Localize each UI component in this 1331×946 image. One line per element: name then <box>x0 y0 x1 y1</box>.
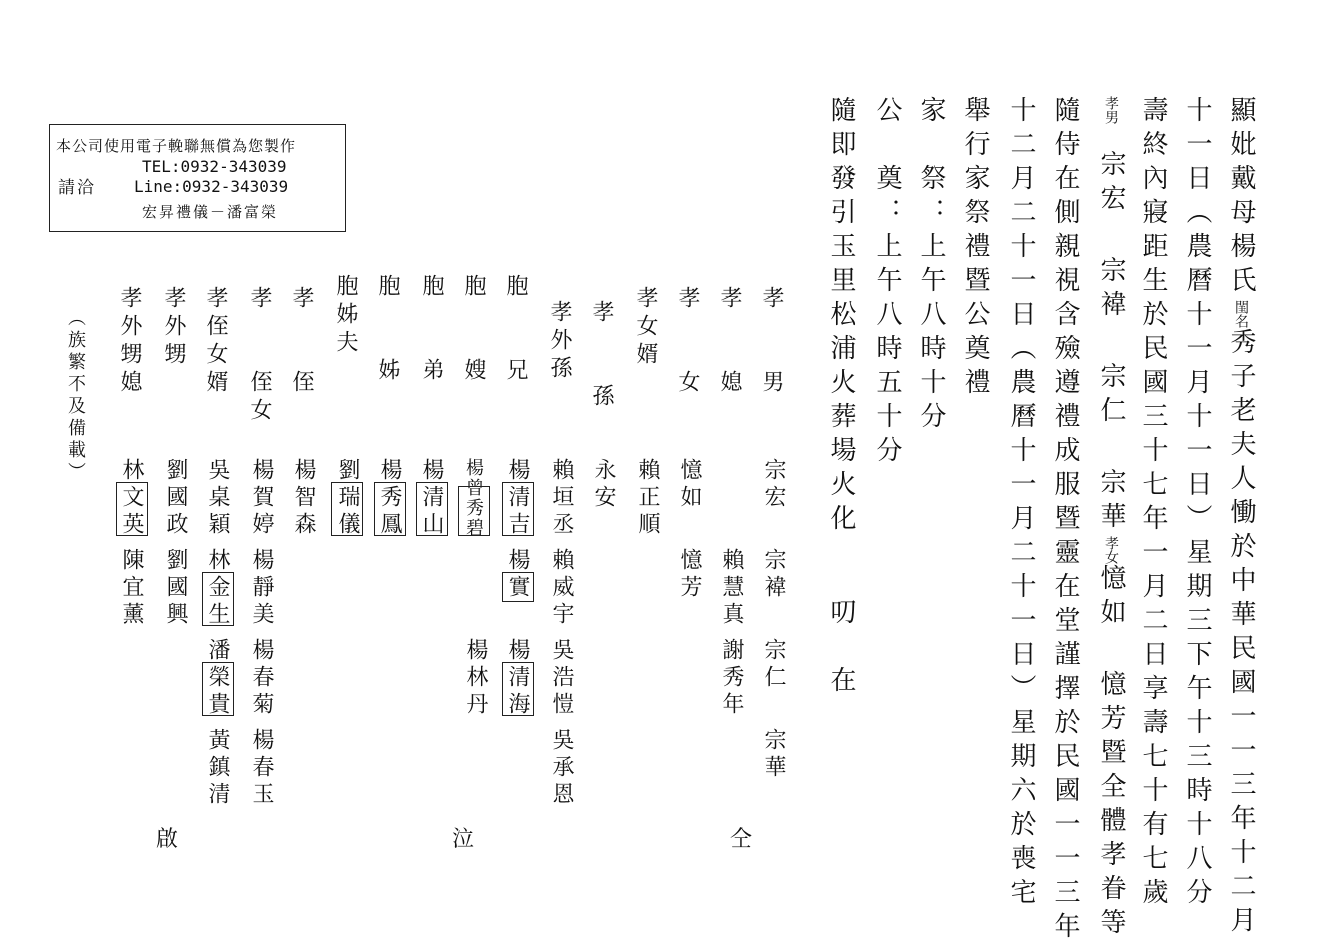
deceased-name-frame <box>202 572 234 626</box>
family-name: 楊賀婷 <box>249 458 274 539</box>
notice-line-4-note-daughter: 孝女 <box>1103 536 1119 564</box>
family-name: 楊曾秀碧 <box>463 458 484 538</box>
ad-inquiry-label: 請洽 <box>58 178 96 198</box>
closing-announce: 啟 <box>156 827 179 852</box>
family-name: 林文英 <box>119 458 144 539</box>
ad-line-id: Line:0932-343039 <box>134 177 289 196</box>
family-name: 楊春玉 <box>249 728 274 809</box>
family-title-elder-brother: 胞 兄 <box>503 274 528 386</box>
family-name: 林金生 <box>205 548 230 629</box>
family-title-daughters: 孝 女 <box>675 286 700 398</box>
notice-line-4-tail: 憶如 憶芳暨全體孝眷等 <box>1096 564 1126 942</box>
family-name: 楊清海 <box>505 638 530 719</box>
deceased-name-frame <box>331 482 363 536</box>
ad-headline: 本公司使用電子輓聯無償為您製作 <box>56 137 297 155</box>
family-note: （族繁不及備載） <box>65 308 86 484</box>
notice-line-1 <box>1228 96 1254 940</box>
family-title-niece: 孝 侄女 <box>247 286 272 426</box>
family-name: 劉瑞儀 <box>335 458 360 539</box>
family-name: 楊智森 <box>291 458 316 539</box>
deceased-name-frame <box>116 482 148 536</box>
notice-line-2: 十一日（農曆十一月十一日）星期三下午十三時十八分 <box>1182 96 1212 912</box>
notice-line-9: 公 奠：上午八時五十分 <box>872 96 902 470</box>
deceased-name-frame <box>374 482 406 536</box>
deceased-name-frame <box>502 572 534 602</box>
deceased-name-frame <box>502 662 534 716</box>
family-name: 賴正順 <box>635 458 660 539</box>
family-name: 賴威宇 <box>549 548 574 629</box>
family-name: 黃鎮清 <box>205 728 230 809</box>
notice-line-1-head: 顯妣戴母楊氏 <box>1226 96 1256 300</box>
family-name: 賴垣丞 <box>549 458 574 539</box>
family-name: 劉國政 <box>163 458 188 539</box>
family-title-niece-husband: 孝侄女婿 <box>203 286 228 398</box>
notice-line-6: 十二月二十一日（農曆十一月二十一日）星期六於喪宅 <box>1006 96 1036 912</box>
family-name: 宗華 <box>761 728 786 782</box>
family-name: 憶如 <box>677 458 702 512</box>
family-name: 楊清吉 <box>505 458 530 539</box>
family-title-sons: 孝 男 <box>759 286 784 398</box>
notice-line-4 <box>1098 96 1124 942</box>
closing-together: 仝 <box>730 827 753 852</box>
family-name: 謝秀年 <box>719 638 744 719</box>
family-name: 賴慧真 <box>719 548 744 629</box>
family-title-sister-in-law: 胞 嫂 <box>461 274 486 386</box>
family-title-nephew-outer: 孝外甥 <box>161 286 186 370</box>
notice-line-1-note: 閨名 <box>1233 300 1249 328</box>
family-name: 楊林丹 <box>463 638 488 719</box>
family-name: 楊實 <box>505 548 530 602</box>
notice-line-4-note-son: 孝男 <box>1103 96 1119 124</box>
notice-line-5: 隨侍在側親視含殮遵禮成服暨靈在堂謹擇於民國一一三年 <box>1050 96 1080 946</box>
notice-line-10 <box>828 96 854 700</box>
family-name: 永安 <box>591 458 616 512</box>
deceased-name-frame <box>416 482 448 536</box>
family-title-grandson: 孝 孫 <box>589 300 614 412</box>
notice-line-8: 家 祭：上午八時十分 <box>916 96 946 436</box>
family-name: 吳承恩 <box>549 728 574 809</box>
service-ad-box <box>49 124 346 232</box>
family-name: 楊清山 <box>419 458 444 539</box>
family-name: 潘榮貴 <box>205 638 230 719</box>
family-name: 陳宜薰 <box>119 548 144 629</box>
family-title-nephew-outer-wife: 孝外甥媳 <box>117 286 142 398</box>
family-name: 宗仁 <box>761 638 786 692</box>
family-name: 楊秀鳳 <box>377 458 402 539</box>
family-title-younger-brother: 胞 弟 <box>419 274 444 386</box>
notice-line-10-tail: 叨 在 <box>826 598 856 700</box>
family-name: 劉國興 <box>163 548 188 629</box>
family-name: 吳浩愷 <box>549 638 574 719</box>
notice-line-4-sons: 宗宏 宗褘 宗仁 宗華 <box>1096 150 1126 536</box>
family-name: 楊春菊 <box>249 638 274 719</box>
family-title-outer-grandsons: 孝外孫 <box>547 300 572 384</box>
family-title-sister: 胞 姊 <box>375 274 400 386</box>
notice-line-7: 舉行家祭禮暨公奠禮 <box>960 96 990 402</box>
family-name: 吳桌穎 <box>205 458 230 539</box>
family-name: 楊靜美 <box>249 548 274 629</box>
family-title-brother-in-law: 胞姊夫 <box>333 274 358 358</box>
notice-line-10-main: 隨即發引玉里松浦火葬場火化 <box>826 96 856 538</box>
ad-phone: TEL:0932-343039 <box>142 157 287 176</box>
ad-company: 宏昇禮儀－潘富榮 <box>142 203 279 221</box>
deceased-name-frame <box>458 486 490 536</box>
family-name: 憶芳 <box>677 548 702 602</box>
deceased-name-frame <box>202 662 234 716</box>
family-name: 宗宏 <box>761 458 786 512</box>
family-title-daughters-in-law: 孝 媳 <box>717 286 742 398</box>
family-name: 宗褘 <box>761 548 786 602</box>
family-title-son-in-law: 孝女婿 <box>633 286 658 370</box>
family-title-nephew: 孝 侄 <box>289 286 314 398</box>
notice-line-3: 壽終內寢距生於民國三十七年一月二日享壽七十有七歲 <box>1138 96 1168 912</box>
closing-weep: 泣 <box>452 827 475 852</box>
deceased-name-frame <box>502 482 534 536</box>
notice-line-1-tail: 秀子老夫人慟於中華民國一一三年十二月 <box>1226 328 1256 940</box>
